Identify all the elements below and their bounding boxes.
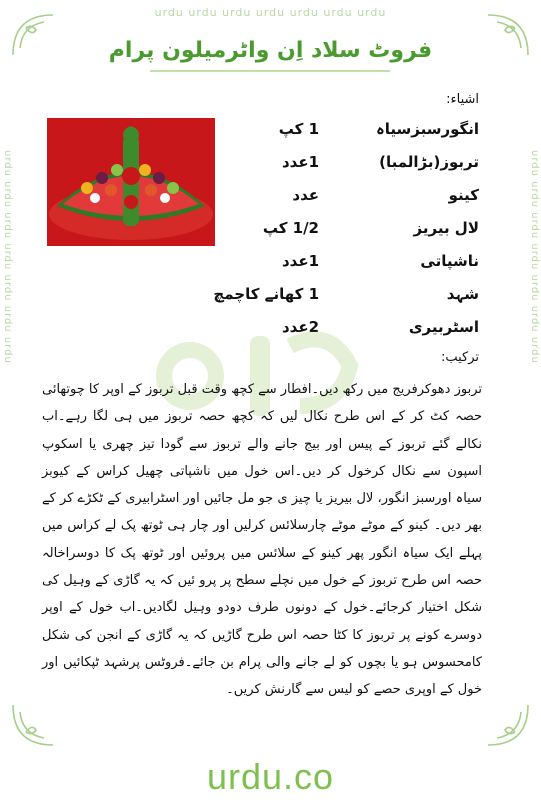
- ingredient-qty: 1عدد: [281, 252, 319, 270]
- top-border-pattern: urdu urdu urdu urdu urdu urdu urdu: [154, 6, 387, 19]
- left-border-pattern: urdu urdu urdu urdu urdu urdu urdu: [2, 150, 13, 364]
- ingredient-qty: 1 کھانے کاچمچ: [213, 285, 319, 303]
- method-text: تربوز دھوکرفریج میں رکھ دیں۔افطار سے کچھ وقت قبل تربوز کے اوپر کا چوتھائی حصہ کٹ کر کے اس طرح نکال لیں کہ کچھ حصہ تربوز میں ہی لگا رہے۔اب نکالے گئے تربوز کے پیس اور بیج جانے والے تربوز سے گودا تیز چھری یا اسکوپ اسپون سے نکال کرخول کر دیں۔اس خول میں ناشپاتی چھیل کراس کے کیوبز سیاہ اورسبز انگور، لال بیریز یا چیز ی جو مل جائیں اور اسٹرابیری کے ٹکڑے کر کے بھر دیں۔ کینو کے موٹے موٹے چارسلائس کرلیں اور چار ہی ٹوتھ پک لے کراس میں پہلے ایک سیاہ انگور پھر کینو کے سلائس میں پروئیں اور ٹوتھ پک کا دوسراخالہ حصہ اس طرح تربوز کے خول میں نچلے سطح پر پرو ئیں کہ یہ گاڑی کے وہیل کی شکل اختیار کرجائے۔خول کے دونوں طرف دودو وہیل لگادیں۔اب خول کے اوپر دوسرے کونے پر تربوز کا کٹا حصہ اس طرح گاڑیں کہ یہ گاڑی کے انجن کی شکل کامحسوس ہو یا بچوں کو لے جانے والی پرام بن جائے۔فروٹس پرشہد ٹپکائیں اور خول کے اوپری حصے کو لیس سے گارنش کریں۔: [42, 382, 482, 698]
- ingredient-qty: 2عدد: [281, 318, 319, 336]
- ingredient-qty: 1 کپ: [278, 120, 319, 138]
- title-underline: [150, 70, 390, 72]
- corner-swirl-icon: [483, 700, 533, 750]
- ingredient-row: [179, 186, 479, 206]
- ingredient-name: انگورسبزسیاہ: [375, 120, 479, 138]
- ingredient-row: [179, 252, 479, 272]
- ingredient-name: شہد: [446, 285, 479, 303]
- ingredient-qty: 1/2 کپ: [262, 219, 319, 237]
- ingredient-name: ناشپاتی: [420, 252, 479, 270]
- ingredient-row: [179, 120, 479, 140]
- site-footer-logo[interactable]: urdu.co: [206, 756, 335, 797]
- ingredient-name: تربوز(بڑالمبا): [379, 153, 479, 171]
- ingredient-name: کینو: [448, 186, 479, 204]
- ingredient-name: لال بیریز: [413, 219, 479, 237]
- ingredient-row: [179, 219, 479, 239]
- ingredient-qty: عدد: [292, 186, 319, 204]
- ingredient-row: [179, 153, 479, 173]
- right-border-pattern: urdu urdu urdu urdu urdu urdu urdu: [529, 150, 540, 364]
- corner-swirl-icon: [8, 700, 58, 750]
- ingredient-name: اسٹربیری: [408, 318, 479, 336]
- ingredient-row: [179, 285, 479, 305]
- method-label: ترکیب:: [440, 350, 479, 365]
- ingredients-label: اشیاء:: [446, 92, 479, 107]
- ingredient-qty: 1عدد: [281, 153, 319, 171]
- recipe-title: فروٹ سلاد اِن واٹرمیلون پرام: [108, 38, 433, 63]
